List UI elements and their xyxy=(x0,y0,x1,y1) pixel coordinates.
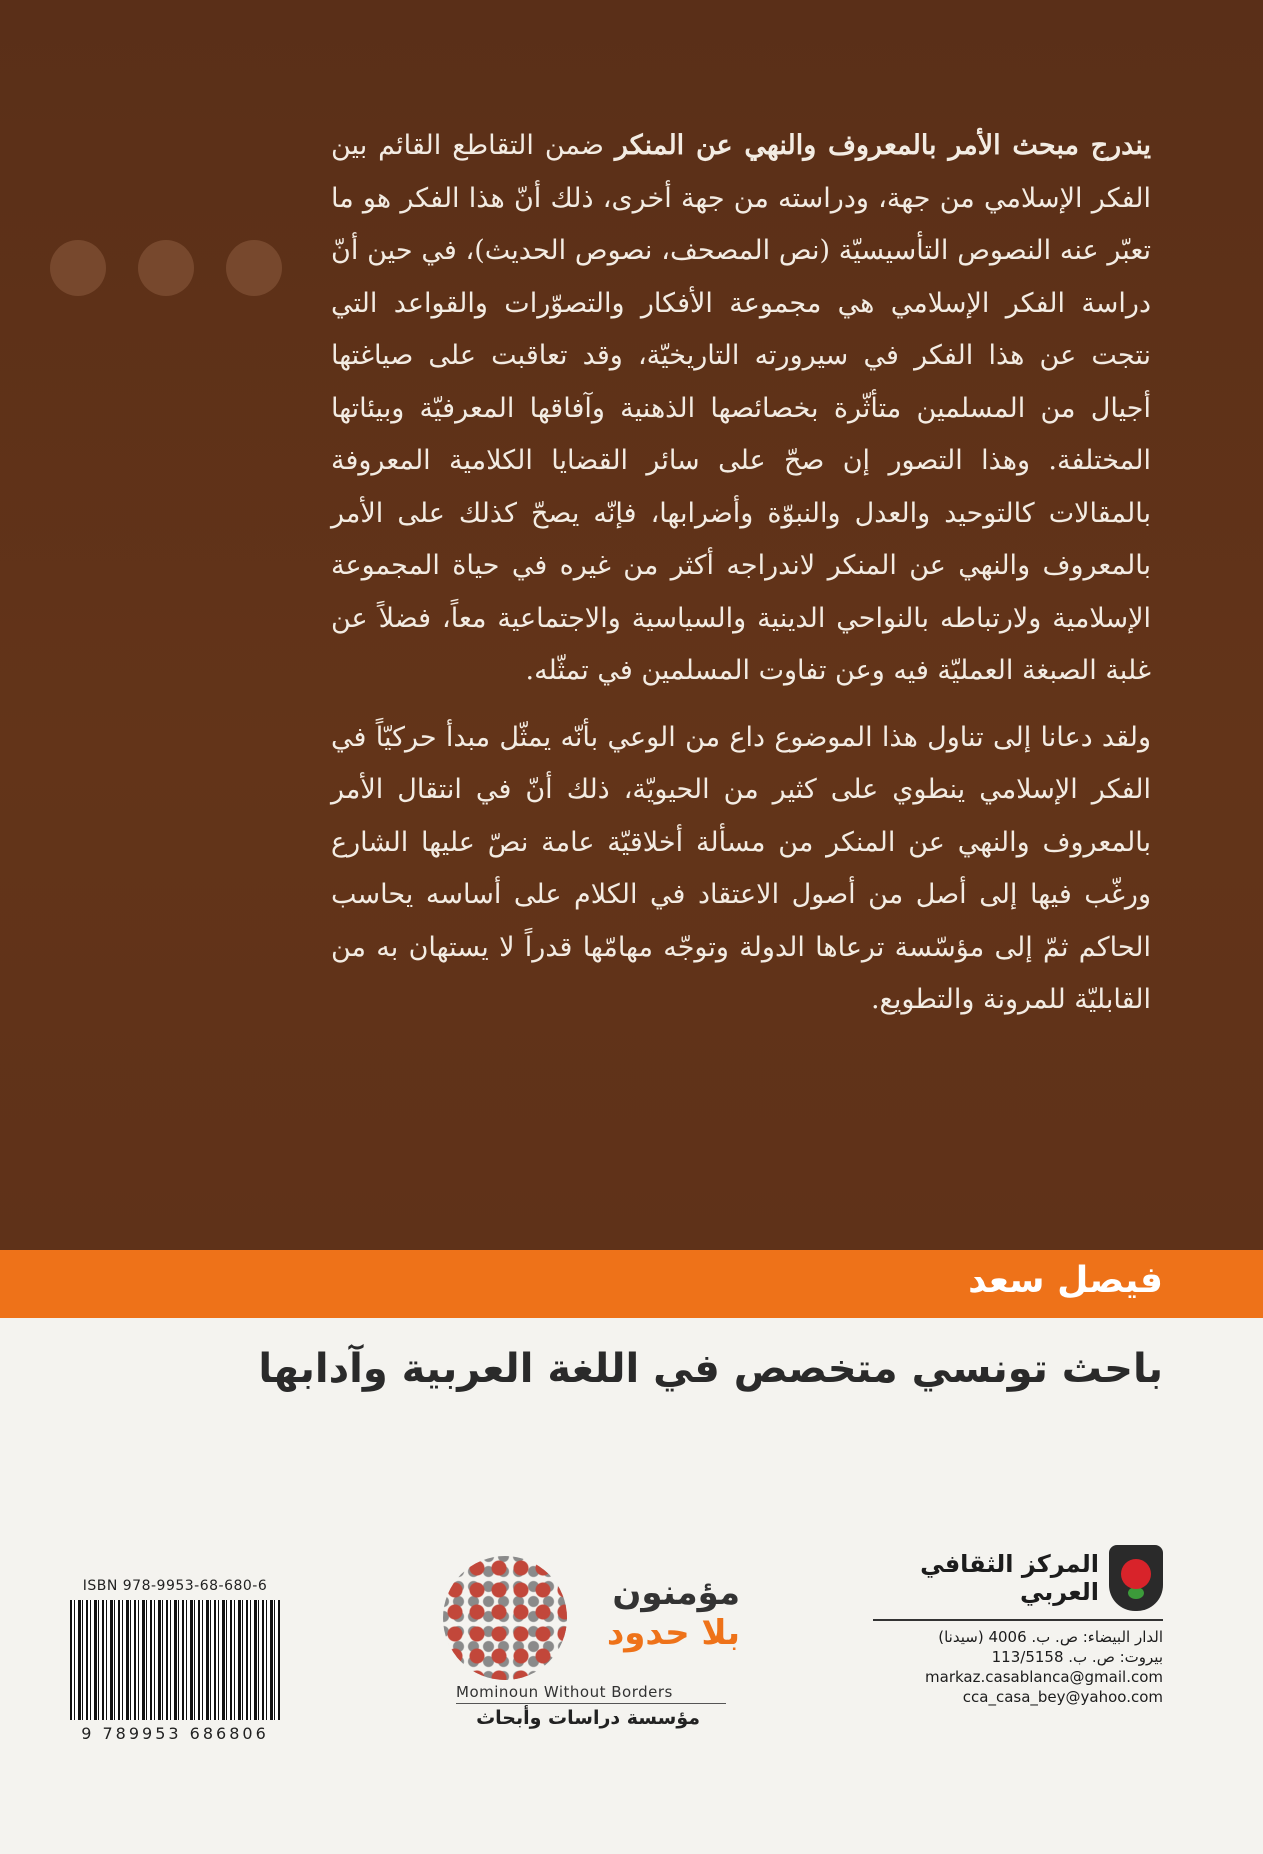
blurb-text xyxy=(331,120,1151,1027)
mominoun-ar-line2: بلا حدود xyxy=(606,1613,740,1653)
barcode xyxy=(70,1600,280,1720)
mominoun-arabic-wordmark xyxy=(590,1573,740,1653)
mominoun-divider xyxy=(456,1703,726,1704)
publisher-block xyxy=(863,1545,1163,1707)
publisher-divider xyxy=(873,1619,1163,1621)
publisher-address-beirut: بيروت: ص. ب. 113/5158 xyxy=(991,1648,1163,1666)
author-bio: باحث تونسي متخصص في اللغة العربية وآدابها xyxy=(258,1346,1163,1392)
blurb-p1-rest: ضمن التقاطع القائم بين الفكر الإسلامي من جهة، ودراسته من جهة أخرى، ذلك أنّ هذا الفكر هو ما تعبّر عنه النصوص التأسيسيّة (نص المصحف، نصوص الحديث)، في حين أنّ دراسة الفكر الإسلامي هي مجموعة الأفكار والتصوّرات والقواعد التي نتجت عن هذا الفكر في سيرورته التاريخيّة، وقد تعاقبت على صياغتها أجيال من المسلمين متأثّرة بخصائصها الذهنية وآفاقها المعرفيّة وبيئاتها المختلفة. وهذا التصور إن صحّ على سائر القضايا الكلامية المعروفة بالمقالات كالتوحيد والعدل والنبوّة وأضرابها، فإنّه يصحّ كذلك على الأمر بالمعروف والنهي عن المنكر لاندراجه أكثر من غيره في حياة المجموعة الإسلامية ولارتباطه بالنواحي الدينية والسياسية والاجتماعية معاً، فضلاً عن غلبة الصبغة العمليّة فيه وعن تفاوت المسلمين في تمثّله. xyxy=(331,130,1151,686)
isbn-label: ISBN 978-9953-68-680-6 xyxy=(82,1578,268,1594)
publisher-email-1: markaz.casablanca@gmail.com xyxy=(925,1668,1163,1686)
publisher-logo-icon xyxy=(1109,1545,1163,1611)
publisher-name: المركز الثقافي العربي xyxy=(920,1550,1099,1606)
author-name: فيصل سعد xyxy=(968,1260,1163,1301)
author-bar xyxy=(0,1250,1263,1318)
mominoun-dots-icon xyxy=(440,1553,570,1683)
decorative-dots xyxy=(50,240,282,296)
mominoun-ar-line1: مؤمنون xyxy=(612,1573,740,1613)
blurb-paragraph-1 xyxy=(331,120,1151,698)
mominoun-subtitle: مؤسسة دراسات وأبحاث xyxy=(476,1707,700,1729)
mominoun-english-name: Mominoun Without Borders xyxy=(456,1683,673,1701)
decorative-dot xyxy=(226,240,282,296)
publisher-email-2: cca_casa_bey@yahoo.com xyxy=(962,1688,1163,1706)
publisher-header xyxy=(863,1545,1163,1611)
blurb-paragraph-2: ولقد دعانا إلى تناول هذا الموضوع داع من الوعي بأنّه يمثّل مبدأ حركيّاً في الفكر الإسلامي ينطوي على كثير من الحيويّة، ذلك أنّ في انتقال الأمر بالمعروف والنهي عن المنكر من مسألة أخلاقيّة عامة نصّ عليها الشارع ورغّب فيها إلى أصل من أصول الاعتقاد في الكلام على أساسه يحاسب الحاكم ثمّ إلى مؤسّسة ترعاها الدولة وتوجّه مهامّها قدراً لا يستهان به من القابليّة للمرونة والتطويع. xyxy=(331,721,1151,1015)
decorative-dot xyxy=(50,240,106,296)
isbn-block xyxy=(70,1578,280,1743)
decorative-dot xyxy=(138,240,194,296)
blurb-lead: يندرج مبحث الأمر بالمعروف والنهي عن المنكر xyxy=(614,130,1152,161)
mominoun-logo-block xyxy=(440,1545,740,1729)
publisher-address-casablanca: الدار البيضاء: ص. ب. 4006 (سيدنا) xyxy=(938,1628,1163,1646)
barcode-number: 9 789953 686806 xyxy=(81,1724,269,1743)
